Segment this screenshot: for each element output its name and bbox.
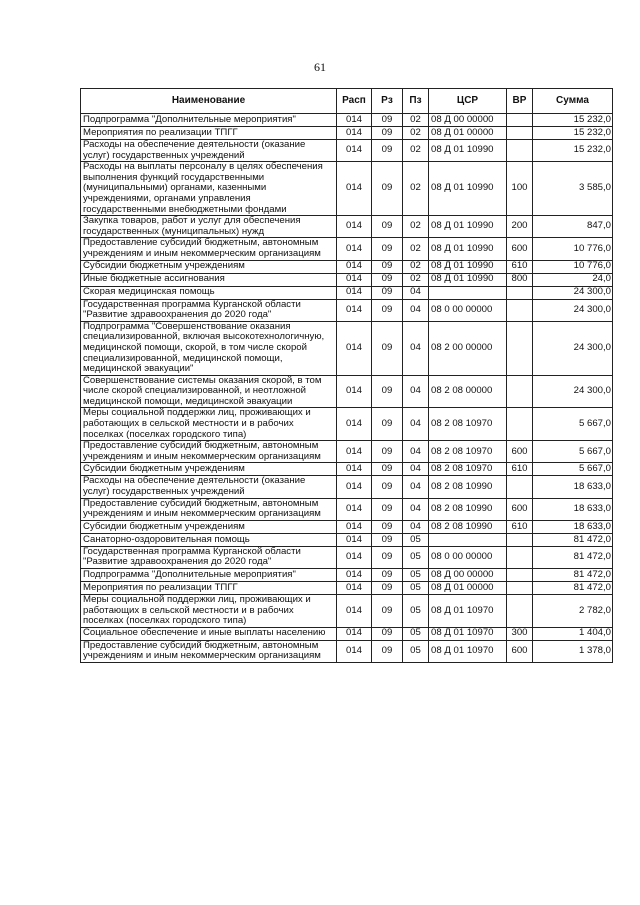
cell-pz: 02 [403, 114, 429, 127]
cell-vr: 600 [507, 498, 533, 520]
table-row [81, 162, 613, 216]
cell-csr: 08 2 08 10990 [429, 476, 507, 498]
cell-vr [507, 321, 533, 375]
cell-sum: 15 232,0 [533, 127, 613, 140]
cell-vr [507, 375, 533, 408]
header-vr: ВР [507, 89, 533, 114]
cell-rz: 09 [372, 640, 403, 662]
cell-name: Санаторно-оздоровительная помощь [81, 533, 337, 546]
header-rasp: Расп [337, 89, 372, 114]
table-row [81, 463, 613, 476]
cell-name: Предоставление субсидий бюджетным, автономным учреждениям и иным некоммерческим организациям [81, 498, 337, 520]
table-row [81, 441, 613, 463]
cell-pz: 04 [403, 498, 429, 520]
table-row [81, 286, 613, 299]
cell-vr [507, 476, 533, 498]
table-row [81, 627, 613, 640]
table-row [81, 140, 613, 162]
table-row [81, 546, 613, 568]
cell-pz: 04 [403, 321, 429, 375]
table-row [81, 498, 613, 520]
cell-csr: 08 2 08 10970 [429, 441, 507, 463]
cell-rz: 09 [372, 569, 403, 582]
cell-sum: 18 633,0 [533, 498, 613, 520]
table-row [81, 569, 613, 582]
cell-name: Предоставление субсидий бюджетным, автономным учреждениям и иным некоммерческим организациям [81, 640, 337, 662]
cell-pz: 04 [403, 286, 429, 299]
cell-pz: 05 [403, 546, 429, 568]
cell-sum: 81 472,0 [533, 546, 613, 568]
cell-pz: 04 [403, 375, 429, 408]
cell-rz: 09 [372, 595, 403, 628]
cell-rasp: 014 [337, 627, 372, 640]
cell-rasp: 014 [337, 595, 372, 628]
table-row [81, 595, 613, 628]
cell-pz: 04 [403, 408, 429, 441]
cell-csr: 08 Д 01 10990 [429, 238, 507, 260]
cell-rz: 09 [372, 321, 403, 375]
cell-name: Закупка товаров, работ и услуг для обеспечения государственных (муниципальных) нужд [81, 216, 337, 238]
table-row [81, 299, 613, 321]
cell-rasp: 014 [337, 238, 372, 260]
cell-name: Предоставление субсидий бюджетным, автономным учреждениям и иным некоммерческим организациям [81, 238, 337, 260]
cell-sum: 18 633,0 [533, 520, 613, 533]
cell-rasp: 014 [337, 582, 372, 595]
page-number: 61 [314, 60, 326, 74]
cell-csr: 08 Д 01 10990 [429, 140, 507, 162]
cell-csr [429, 533, 507, 546]
cell-rasp: 014 [337, 260, 372, 273]
cell-sum: 24 300,0 [533, 286, 613, 299]
cell-pz: 05 [403, 595, 429, 628]
cell-pz: 02 [403, 162, 429, 216]
cell-csr: 08 Д 01 10970 [429, 595, 507, 628]
budget-table [80, 88, 613, 663]
cell-rasp: 014 [337, 299, 372, 321]
header-sum: Сумма [533, 89, 613, 114]
cell-vr [507, 127, 533, 140]
cell-vr [507, 140, 533, 162]
cell-pz: 05 [403, 640, 429, 662]
cell-pz: 05 [403, 533, 429, 546]
cell-sum: 1 378,0 [533, 640, 613, 662]
cell-csr: 08 Д 01 00000 [429, 582, 507, 595]
cell-rz: 09 [372, 238, 403, 260]
cell-sum: 81 472,0 [533, 533, 613, 546]
cell-rasp: 014 [337, 408, 372, 441]
cell-csr: 08 2 08 10970 [429, 408, 507, 441]
cell-vr [507, 595, 533, 628]
table-row [81, 238, 613, 260]
cell-vr [507, 299, 533, 321]
cell-vr [507, 286, 533, 299]
cell-name: Скорая медицинская помощь [81, 286, 337, 299]
table-row [81, 582, 613, 595]
cell-rz: 09 [372, 299, 403, 321]
cell-rasp: 014 [337, 498, 372, 520]
cell-sum: 1 404,0 [533, 627, 613, 640]
cell-pz: 05 [403, 569, 429, 582]
table-row [81, 476, 613, 498]
cell-name: Подпрограмма "Совершенствование оказания специализированной, включая высокотехнологичную, медицинской помощи, скорой, в том числе скорой специализированной, медицинской помощи, медицинской эвакуации" [81, 321, 337, 375]
table-row [81, 640, 613, 662]
cell-pz: 04 [403, 463, 429, 476]
table-body [81, 114, 613, 663]
cell-vr: 600 [507, 640, 533, 662]
cell-sum: 24 300,0 [533, 299, 613, 321]
cell-rasp: 014 [337, 463, 372, 476]
cell-csr: 08 Д 01 10970 [429, 627, 507, 640]
cell-rz: 09 [372, 127, 403, 140]
cell-vr [507, 569, 533, 582]
cell-rz: 09 [372, 273, 403, 286]
cell-csr: 08 Д 01 10990 [429, 216, 507, 238]
cell-name: Мероприятия по реализации ТПГГ [81, 127, 337, 140]
cell-rasp: 014 [337, 640, 372, 662]
cell-vr: 610 [507, 260, 533, 273]
cell-rz: 09 [372, 375, 403, 408]
cell-sum: 15 232,0 [533, 114, 613, 127]
cell-pz: 02 [403, 273, 429, 286]
cell-rasp: 014 [337, 321, 372, 375]
cell-sum: 18 633,0 [533, 476, 613, 498]
cell-pz: 05 [403, 582, 429, 595]
cell-name: Иные бюджетные ассигнования [81, 273, 337, 286]
cell-name: Подпрограмма "Дополнительные мероприятия" [81, 569, 337, 582]
cell-pz: 02 [403, 216, 429, 238]
cell-rz: 09 [372, 546, 403, 568]
cell-rasp: 014 [337, 273, 372, 286]
cell-vr: 100 [507, 162, 533, 216]
cell-vr [507, 582, 533, 595]
cell-rz: 09 [372, 286, 403, 299]
cell-vr: 300 [507, 627, 533, 640]
table-row [81, 533, 613, 546]
cell-pz: 04 [403, 520, 429, 533]
table-row [81, 273, 613, 286]
cell-name: Субсидии бюджетным учреждениям [81, 520, 337, 533]
cell-name: Государственная программа Курганской области "Развитие здравоохранения до 2020 года" [81, 299, 337, 321]
cell-csr: 08 2 08 10970 [429, 463, 507, 476]
cell-sum: 5 667,0 [533, 441, 613, 463]
cell-pz: 05 [403, 627, 429, 640]
cell-rz: 09 [372, 463, 403, 476]
cell-csr: 08 2 00 00000 [429, 321, 507, 375]
cell-csr: 08 2 08 00000 [429, 375, 507, 408]
cell-name: Меры социальной поддержки лиц, проживающих и работающих в сельской местности и в рабочих поселках (поселках городского типа) [81, 595, 337, 628]
cell-name: Предоставление субсидий бюджетным, автономным учреждениям и иным некоммерческим организациям [81, 441, 337, 463]
cell-name: Субсидии бюджетным учреждениям [81, 260, 337, 273]
cell-rasp: 014 [337, 286, 372, 299]
cell-pz: 02 [403, 238, 429, 260]
cell-rz: 09 [372, 476, 403, 498]
cell-csr [429, 286, 507, 299]
cell-rz: 09 [372, 114, 403, 127]
cell-sum: 24,0 [533, 273, 613, 286]
cell-sum: 3 585,0 [533, 162, 613, 216]
cell-rasp: 014 [337, 441, 372, 463]
cell-pz: 04 [403, 441, 429, 463]
table-row [81, 520, 613, 533]
cell-name: Расходы на обеспечение деятельности (оказание услуг) государственных учреждений [81, 476, 337, 498]
table-row [81, 375, 613, 408]
cell-sum: 5 667,0 [533, 408, 613, 441]
table-row [81, 127, 613, 140]
cell-name: Государственная программа Курганской области "Развитие здравоохранения до 2020 года" [81, 546, 337, 568]
cell-rasp: 014 [337, 162, 372, 216]
cell-sum: 5 667,0 [533, 463, 613, 476]
cell-rasp: 014 [337, 569, 372, 582]
cell-name: Подпрограмма "Дополнительные мероприятия" [81, 114, 337, 127]
cell-name: Меры социальной поддержки лиц, проживающих и работающих в сельской местности и в рабочих поселках (поселках городского типа) [81, 408, 337, 441]
cell-pz: 04 [403, 299, 429, 321]
cell-rz: 09 [372, 498, 403, 520]
cell-sum: 81 472,0 [533, 569, 613, 582]
cell-sum: 24 300,0 [533, 375, 613, 408]
header-pz: Пз [403, 89, 429, 114]
cell-sum: 2 782,0 [533, 595, 613, 628]
cell-vr: 610 [507, 463, 533, 476]
cell-rasp: 014 [337, 114, 372, 127]
table-row [81, 321, 613, 375]
cell-rasp: 014 [337, 216, 372, 238]
cell-rz: 09 [372, 260, 403, 273]
cell-name: Расходы на обеспечение деятельности (оказание услуг) государственных учреждений [81, 140, 337, 162]
cell-sum: 847,0 [533, 216, 613, 238]
cell-csr: 08 Д 01 10990 [429, 162, 507, 216]
cell-rz: 09 [372, 408, 403, 441]
cell-pz: 02 [403, 260, 429, 273]
cell-name: Субсидии бюджетным учреждениям [81, 463, 337, 476]
cell-rasp: 014 [337, 476, 372, 498]
cell-sum: 10 776,0 [533, 260, 613, 273]
cell-rasp: 014 [337, 375, 372, 408]
cell-rz: 09 [372, 520, 403, 533]
cell-csr: 08 Д 01 10990 [429, 273, 507, 286]
cell-vr: 800 [507, 273, 533, 286]
cell-rz: 09 [372, 441, 403, 463]
cell-name: Мероприятия по реализации ТПГГ [81, 582, 337, 595]
cell-csr: 08 2 08 10990 [429, 498, 507, 520]
cell-rasp: 014 [337, 520, 372, 533]
cell-rz: 09 [372, 216, 403, 238]
cell-sum: 10 776,0 [533, 238, 613, 260]
cell-name: Расходы на выплаты персоналу в целях обеспечения выполнения функций государственными (муниципальными) органами, казенными учреждениями, органами управления государственными внебюджетными фондами [81, 162, 337, 216]
cell-csr: 08 Д 01 10990 [429, 260, 507, 273]
cell-vr: 600 [507, 441, 533, 463]
cell-rz: 09 [372, 627, 403, 640]
header-name: Наименование [81, 89, 337, 114]
cell-sum: 81 472,0 [533, 582, 613, 595]
table-row [81, 260, 613, 273]
cell-csr: 08 Д 00 00000 [429, 569, 507, 582]
cell-vr: 610 [507, 520, 533, 533]
cell-csr: 08 Д 01 00000 [429, 127, 507, 140]
cell-csr: 08 Д 01 10970 [429, 640, 507, 662]
cell-pz: 02 [403, 127, 429, 140]
cell-csr: 08 Д 00 00000 [429, 114, 507, 127]
cell-csr: 08 2 08 10990 [429, 520, 507, 533]
cell-csr: 08 0 00 00000 [429, 546, 507, 568]
cell-vr [507, 533, 533, 546]
cell-rz: 09 [372, 533, 403, 546]
cell-vr: 200 [507, 216, 533, 238]
cell-vr: 600 [507, 238, 533, 260]
cell-pz: 02 [403, 140, 429, 162]
cell-rz: 09 [372, 140, 403, 162]
header-rz: Рз [372, 89, 403, 114]
cell-name: Совершенствование системы оказания скорой, в том числе скорой специализированной, и неотложной медицинской помощи, медицинской эвакуации [81, 375, 337, 408]
cell-sum: 24 300,0 [533, 321, 613, 375]
cell-vr [507, 408, 533, 441]
cell-rz: 09 [372, 582, 403, 595]
cell-name: Социальное обеспечение и иные выплаты населению [81, 627, 337, 640]
cell-pz: 04 [403, 476, 429, 498]
cell-rz: 09 [372, 162, 403, 216]
cell-rasp: 014 [337, 533, 372, 546]
table-row [81, 114, 613, 127]
table-row [81, 408, 613, 441]
cell-vr [507, 114, 533, 127]
header-csr: ЦСР [429, 89, 507, 114]
table-header [81, 89, 613, 114]
cell-sum: 15 232,0 [533, 140, 613, 162]
cell-rasp: 014 [337, 140, 372, 162]
cell-rasp: 014 [337, 546, 372, 568]
cell-vr [507, 546, 533, 568]
cell-rasp: 014 [337, 127, 372, 140]
table-row [81, 216, 613, 238]
cell-csr: 08 0 00 00000 [429, 299, 507, 321]
